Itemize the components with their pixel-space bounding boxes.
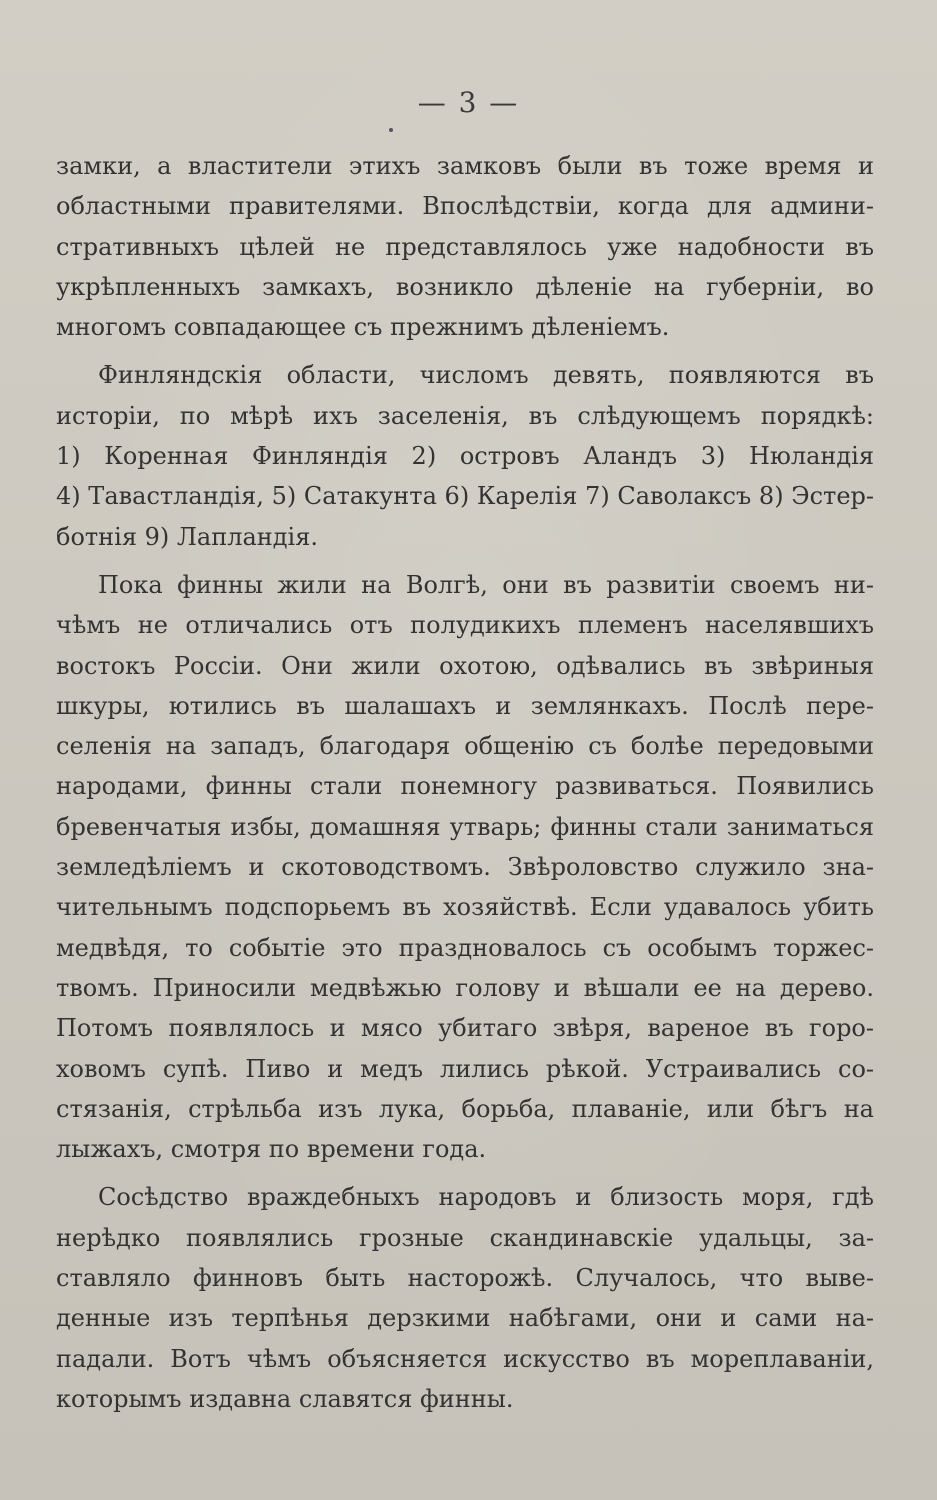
body-text bbox=[56, 146, 874, 1419]
text-line: ботнія 9) Лапландія. bbox=[56, 522, 318, 551]
text-line: которымъ издавна славятся финны. bbox=[56, 1384, 514, 1413]
text-line: денные изъ терпѣнья дерзкими набѣгами, они и сами на- bbox=[56, 1304, 874, 1333]
text-line: чительнымъ подспорьемъ въ хозяйствѣ. Если удавалось убить bbox=[56, 893, 874, 922]
paragraph-4 bbox=[56, 1177, 874, 1419]
page-number: — 3 — bbox=[417, 86, 520, 119]
paragraph-gap bbox=[56, 1169, 874, 1177]
text-line: народами, финны стали понемногу развиваться. Появились bbox=[56, 772, 874, 801]
text-line: Сосѣдство враждебныхъ народовъ и близость моря, гдѣ bbox=[98, 1183, 874, 1212]
text-line: падали. Вотъ чѣмъ объясняется искусство въ мореплаваніи, bbox=[56, 1344, 874, 1373]
text-line: ставляло финновъ быть насторожѣ. Случалось, что выве- bbox=[56, 1264, 874, 1293]
paragraph-gap bbox=[56, 557, 874, 565]
text-line: многомъ совпадающее съ прежнимъ дѣленіемъ. bbox=[56, 313, 670, 342]
text-line: лыжахъ, смотря по времени года. bbox=[56, 1135, 487, 1164]
text-line: бревенчатыя избы, домашняя утварь; финны стали заниматься bbox=[56, 812, 874, 841]
text-line: востокъ Россіи. Они жили охотою, одѣвались въ звѣриныя bbox=[56, 651, 874, 680]
ink-speck bbox=[389, 128, 393, 132]
text-line: исторіи, по мѣрѣ ихъ заселенія, въ слѣдующемъ порядкѣ: bbox=[56, 401, 874, 430]
paragraph-1 bbox=[56, 146, 874, 347]
text-line: укрѣпленныхъ замкахъ, возникло дѣленіе на губерніи, во bbox=[56, 272, 874, 301]
text-line: 1) Коренная Финляндія 2) островъ Аландъ 3) Нюландія bbox=[56, 442, 874, 471]
text-line: Финляндскія области, числомъ девять, появляются въ bbox=[98, 361, 874, 390]
text-line: чѣмъ не отличались отъ полудикихъ племенъ населявшихъ bbox=[56, 611, 874, 640]
text-line: стративныхъ цѣлей не представлялось уже надобности въ bbox=[56, 232, 874, 261]
text-line: земледѣліемъ и скотоводствомъ. Звѣроловство служило зна- bbox=[56, 853, 874, 882]
text-line: шкуры, ютились въ шалашахъ и землянкахъ. Послѣ пере- bbox=[56, 691, 874, 720]
text-line: Пока финны жили на Волгѣ, они въ развитіи своемъ ни- bbox=[98, 570, 874, 599]
paragraph-gap bbox=[56, 347, 874, 355]
text-line: селенія на западъ, благодаря общенію съ болѣе передовыми bbox=[56, 732, 874, 761]
text-line: Потомъ появлялось и мясо убитаго звѣря, вареное въ горо- bbox=[56, 1014, 874, 1043]
text-line: твомъ. Приносили медвѣжью голову и вѣшали ее на дерево. bbox=[56, 973, 874, 1002]
text-line: медвѣдя, то событіе это праздновалось съ особымъ торжес- bbox=[56, 933, 874, 962]
paragraph-3 bbox=[56, 565, 874, 1169]
text-line: ховомъ супѣ. Пиво и медъ лились рѣкой. Устраивались со- bbox=[56, 1054, 874, 1083]
paragraph-2 bbox=[56, 355, 874, 556]
text-line: областными правителями. Впослѣдствіи, когда для админи- bbox=[56, 192, 874, 221]
text-line: стязанія, стрѣльба изъ лука, борьба, плаваніе, или бѣгъ на bbox=[56, 1094, 874, 1123]
text-line: нерѣдко появлялись грозные скандинавскіе удальцы, за- bbox=[56, 1223, 874, 1252]
text-line: замки, а властители этихъ замковъ были въ тоже время и bbox=[56, 152, 874, 180]
text-line: 4) Тавастландія, 5) Сатакунта 6) Карелія 7) Саволаксъ 8) Эстер- bbox=[56, 482, 874, 511]
